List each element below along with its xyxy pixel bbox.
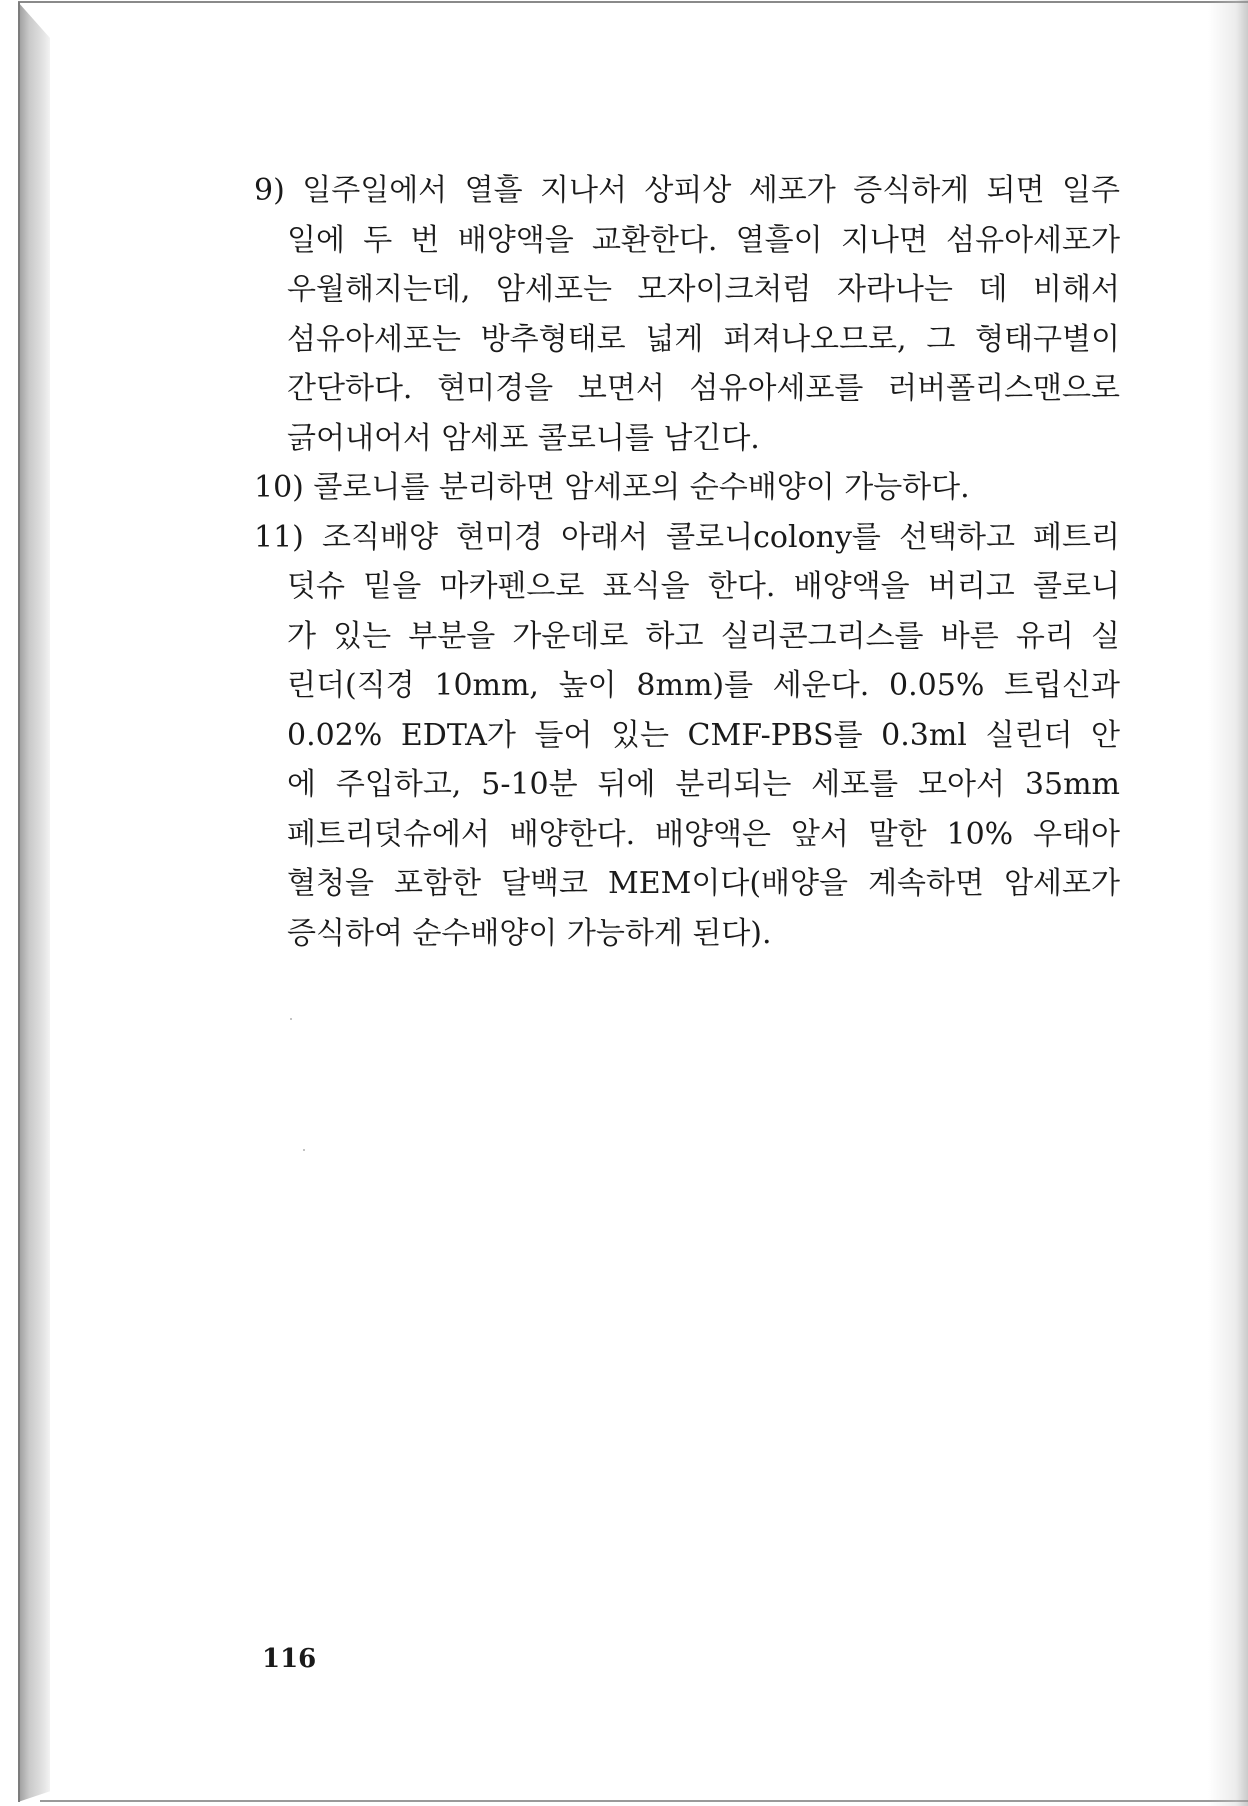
text-line: 0.02% EDTA가 들어 있는 CMF-PBS를 0.3ml 실린더 안 xyxy=(287,717,1120,753)
text-line: 긁어내어서 암세포 콜로니를 남긴다. xyxy=(287,420,760,456)
page-bottom-border xyxy=(40,1800,1248,1802)
text-line: 일에 두 번 배양액을 교환한다. 열흘이 지나면 섬유아세포가 xyxy=(287,222,1120,258)
text-line: 린더(직경 10mm, 높이 8mm)를 세운다. 0.05% 트립신과 xyxy=(287,668,1120,703)
text-line: 우월해지는데, 암세포는 모자이크처럼 자라나는 데 비해서 xyxy=(287,272,1120,307)
text-line: 에 주입하고, 5-10분 뒤에 분리되는 세포를 모아서 35mm xyxy=(287,767,1120,802)
body-text xyxy=(254,166,1120,958)
list-item-10 xyxy=(254,463,1120,513)
text-line: 증식하여 순수배양이 가능하게 된다). xyxy=(287,915,772,951)
text-line: 간단하다. 현미경을 보면서 섬유아세포를 러버폴리스맨으로 xyxy=(287,371,1120,406)
text-line: 가 있는 부분을 가운데로 하고 실리콘그리스를 바른 유리 실 xyxy=(287,618,1120,654)
scan-speck xyxy=(303,1149,305,1151)
scan-speck xyxy=(290,1018,292,1020)
text-line: 11) 조직배양 현미경 아래서 콜로니colony를 선택하고 페트리 xyxy=(254,519,1120,555)
text-line: 페트리덧슈에서 배양한다. 배양액은 앞서 말한 10% 우태아 xyxy=(287,816,1120,852)
text-line: 9) 일주일에서 열흘 지나서 상피상 세포가 증식하게 되면 일주 xyxy=(254,173,1120,208)
text-line: 덧슈 밑을 마카펜으로 표식을 한다. 배양액을 버리고 콜로니 xyxy=(287,569,1120,604)
book-page-edge xyxy=(18,2,50,1802)
list-item-11 xyxy=(254,513,1120,959)
list-item-9 xyxy=(254,166,1120,463)
text-line: 혈청을 포함한 달백코 MEM이다(배양을 계속하면 암세포가 xyxy=(287,866,1120,901)
page-right-shadow xyxy=(1208,0,1248,1806)
text-line: 섬유아세포는 방추형태로 넓게 퍼져나오므로, 그 형태구별이 xyxy=(287,321,1120,357)
page-number: 116 xyxy=(262,1644,317,1674)
text-line: 10) 콜로니를 분리하면 암세포의 순수배양이 가능하다. xyxy=(254,470,970,505)
book-spine-line xyxy=(18,2,20,1802)
